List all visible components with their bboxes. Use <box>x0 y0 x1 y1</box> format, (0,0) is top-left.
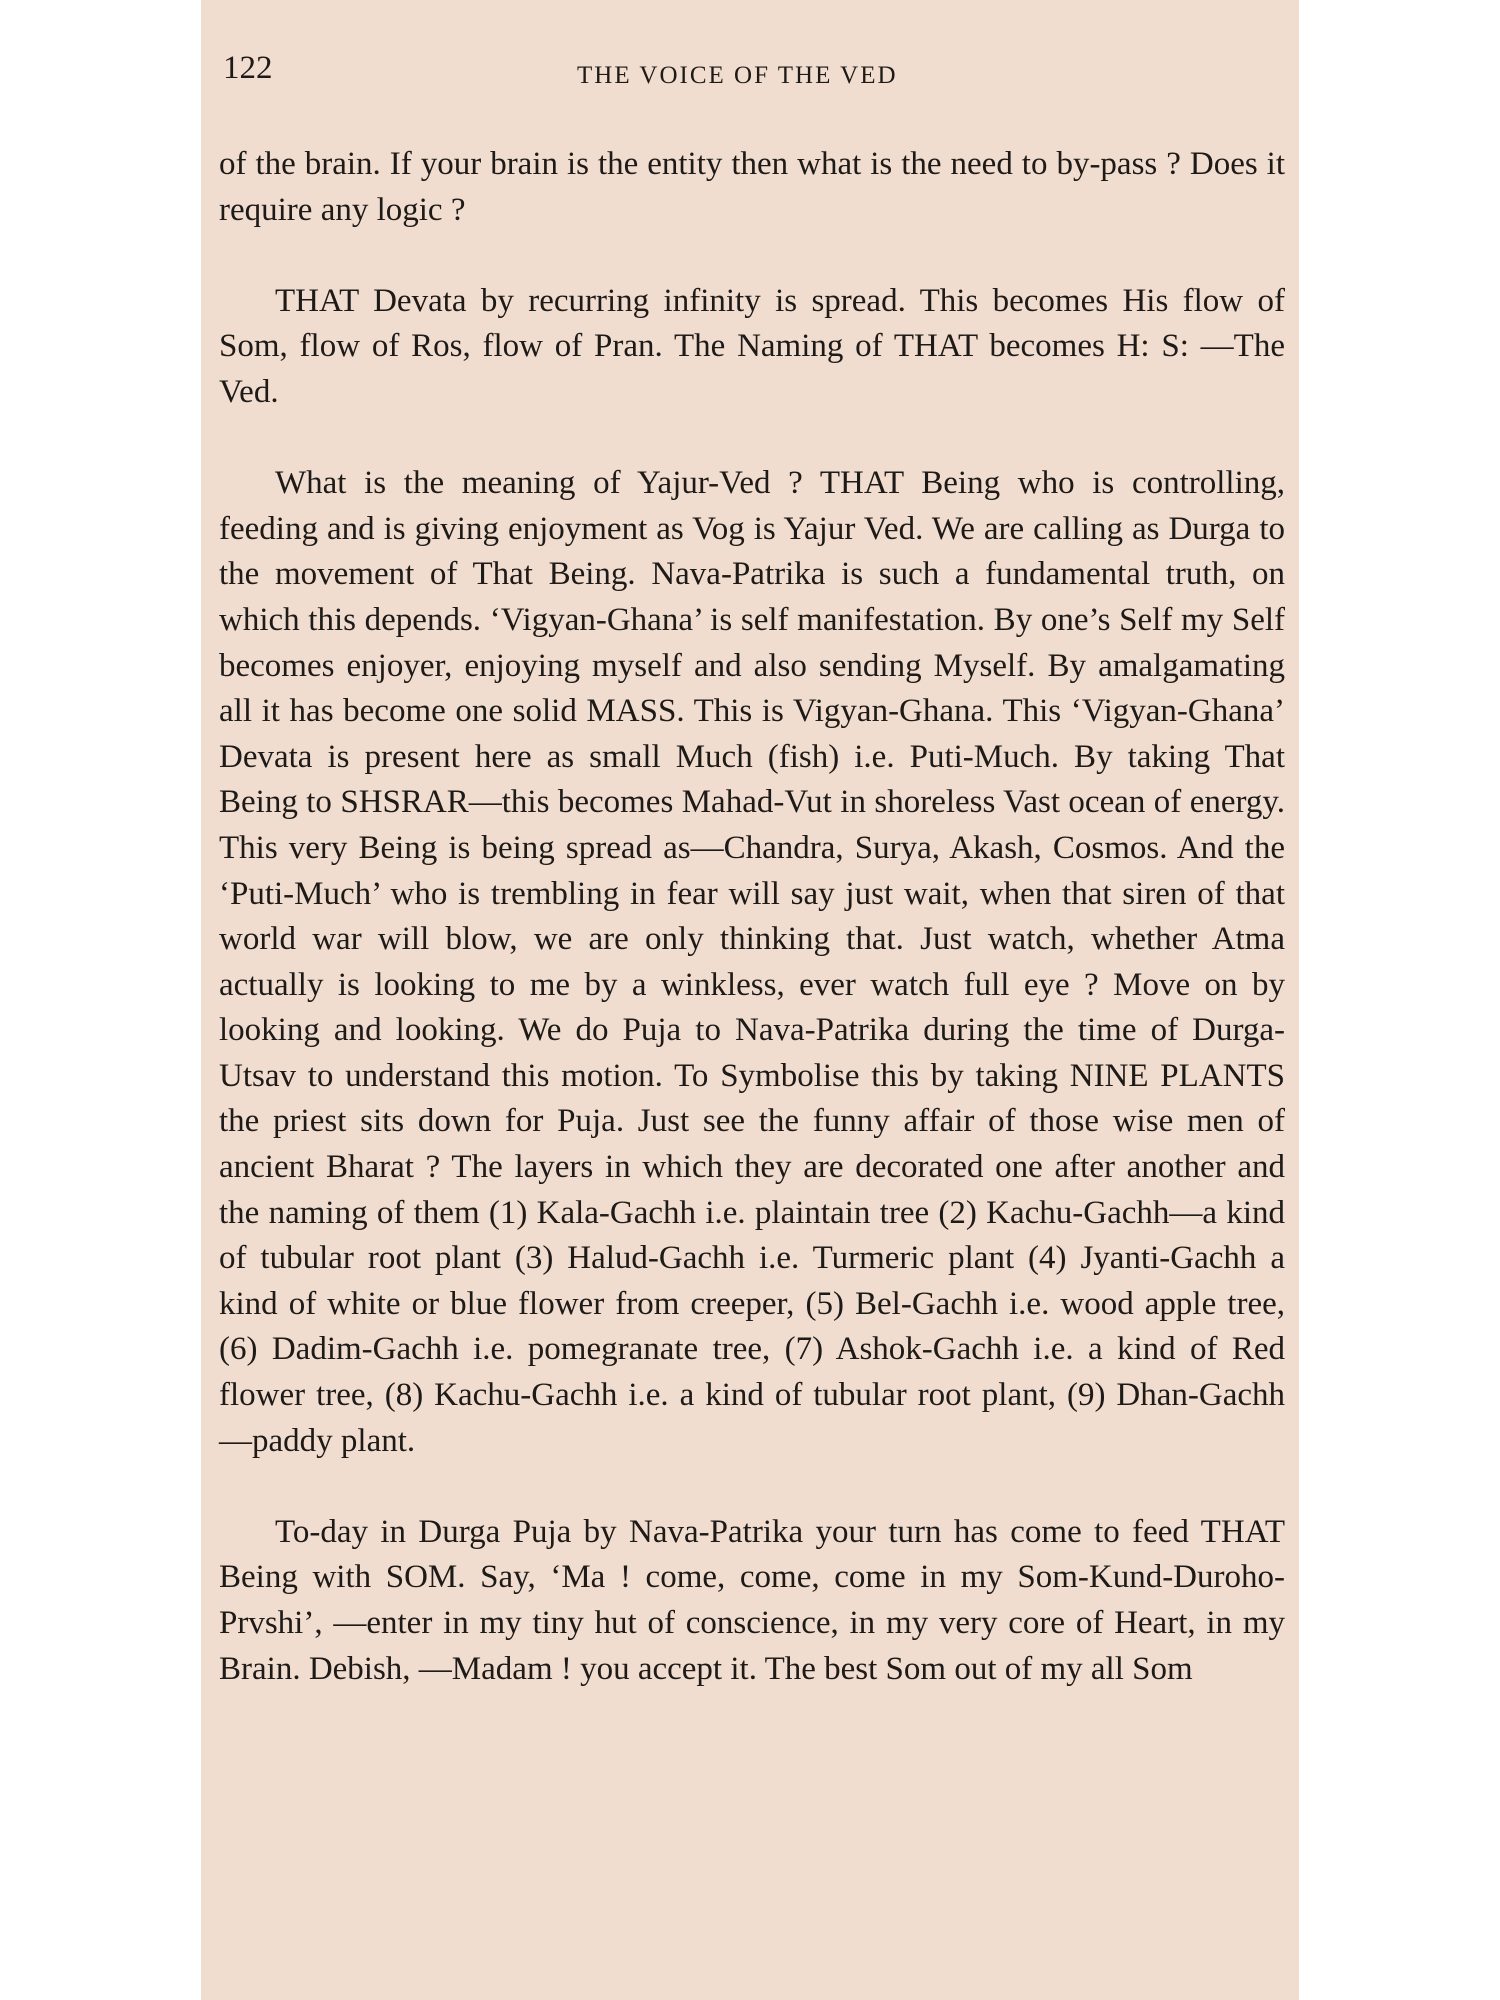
running-head: THE VOICE OF THE VED <box>577 62 898 89</box>
book-page <box>201 0 1299 2000</box>
paragraph-durga-puja: To-day in Durga Puja by Nava-Patrika your turn has come to feed THAT Being with SOM. Say, ‘Ma ! come, come, come in my Som-Kund-Duroho-Prvshi’, —enter in my tiny hut of conscience, in my very core of Heart, in my Brain. Debish, —Madam ! you accept it. The best Som out of my all Som <box>219 1513 1285 1687</box>
paragraph-yajur-ved: What is the meaning of Yajur-Ved ? THAT Being who is controlling, feeding and is giving enjoyment as Vog is Yajur Ved. We are calling as Durga to the movement of That Being. Nava-Patrika is such a fundamental truth, on which this depends. ‘Vigyan-Ghana’ is self manifestation. By one’s Self my Self becomes enjoyer, enjoying myself and also sending Myself. By amalgamating all it has become one solid MASS. This is Vigyan-Ghana. This ‘Vigyan-Ghana’ Devata is present here as small Much (fish) i.e. Puti-Much. By taking That Being to SHSRAR—this becomes Mahad-Vut in shoreless Vast ocean of energy. This very Being is being spread as—Chandra, Surya, Akash, Cosmos. And the ‘Puti-Much’ who is trembling in fear will say just wait, when that siren of that world war will blow, we are only thinking that. Just watch, whether Atma actually is looking to me by a winkless, ever watch full eye ? Move on by looking and looking. We do Puja to Nava-Patrika during the time of Durga-Utsav to understand this motion. To Symbolise this by taking NINE PLANTS the priest sits down for Puja. Just see the funny affair of those wise men of ancient Bharat ? The layers in which they are decorated one after another and the naming of them (1) Kala-Gachh i.e. plaintain tree (2) Kachu-Gachh—a kind of tubular root plant (3) Halud-Gachh i.e. Turmeric plant (4) Jyanti-Gachh a kind of white or blue flower from creeper, (5) Bel-Gachh i.e. wood apple tree, (6) Dadim-Gachh i.e. pomegranate tree, (7) Ashok-Gachh i.e. a kind of Red flower tree, (8) Kachu-Gachh i.e. a kind of tubular root plant, (9) Dhan-Gachh—paddy plant. <box>219 465 1285 1459</box>
paragraph-devata: THAT Devata by recurring infinity is spread. This becomes His flow of Som, flow of Ros, flow of Pran. The Naming of THAT becomes H: S: —The Ved. <box>219 282 1285 410</box>
page-number: 122 <box>223 50 273 86</box>
body-text <box>219 142 1285 1692</box>
page-header <box>223 50 1299 100</box>
paragraph-continued: of the brain. If your brain is the entity then what is the need to by-pass ? Does it require any logic ? <box>219 146 1285 228</box>
